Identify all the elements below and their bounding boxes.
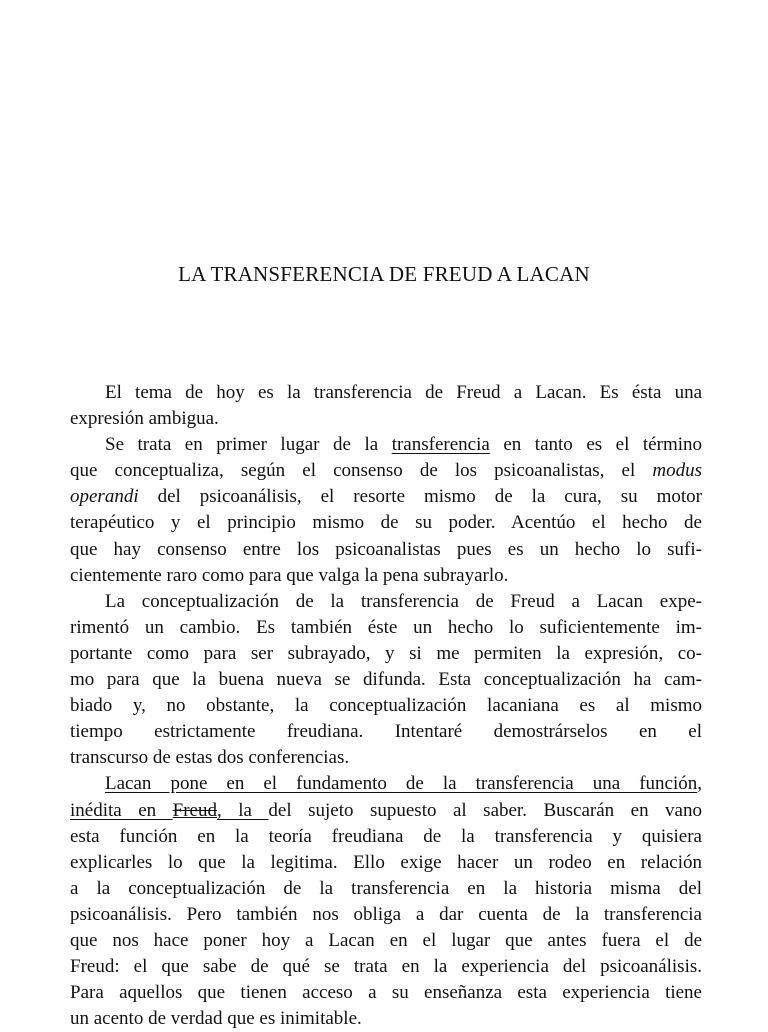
text-line: portante como para ser subrayado, y si me permiten la expresión, co- [70, 642, 702, 664]
text-line-cut-off: un acento de verdad que es inimitable. [70, 1008, 362, 1030]
text-line: cientemente raro como para que valga la pena subrayarlo. [70, 564, 509, 586]
line-segment: del psicoanálisis, el resorte mismo de la cura, su motor [138, 486, 702, 508]
underlined-phrase: Lacan pone en el fundamento de la transferencia una función [105, 773, 698, 795]
italic-term: operandi [70, 486, 139, 508]
text-line [70, 798, 702, 824]
text-line: Para aquellos que tienen acceso a su enseñanza esta experiencia tiene [70, 982, 702, 1004]
line-segment: que conceptualiza, según el consenso de los psicoanalistas, el [70, 460, 653, 482]
text-line: a la conceptualización de la transferencia en la historia misma del [70, 877, 702, 899]
text-line: La conceptualización de la transferencia de Freud a Lacan expe- [105, 590, 702, 612]
body-text [70, 380, 703, 1030]
text-line: El tema de hoy es la transferencia de Freud a Lacan. Es ésta una [105, 382, 702, 403]
text-line: que nos hace poner hoy a Lacan en el lugar que antes fuera el de [70, 929, 702, 951]
line-segment: , [697, 773, 702, 795]
text-line: tiempo estrictamente freudiana. Intentaré demostrárselos en el [70, 721, 702, 743]
text-line: explicarles lo que la legitima. Ello exige hacer un rodeo en relación [70, 851, 702, 873]
text-line: transcurso de estas dos conferencias. [70, 747, 350, 769]
line-segment: del sujeto supuesto al saber. Buscarán en vano [268, 799, 702, 821]
text-line: terapéutico y el principio mismo de su poder. Acentúo el hecho de [70, 512, 702, 534]
text-line: rimentó un cambio. Es también éste un hecho lo suficientemente im- [70, 616, 702, 638]
text-line [70, 484, 702, 510]
text-line: biado y, no obstante, la conceptualización lacaniana es al mismo [70, 695, 702, 717]
text-line [70, 458, 702, 484]
underlined-phrase: inédita en [70, 799, 173, 821]
text-line [70, 771, 702, 797]
text-line: mo para que la buena nueva se difunda. Esta conceptualización ha cam- [70, 669, 702, 691]
underlined-word: transferencia [391, 434, 490, 456]
page-title: LA TRANSFERENCIA DE FREUD A LACAN [178, 262, 590, 286]
text-line: que hay consenso entre los psicoanalistas pues es un hecho lo sufi- [70, 538, 702, 560]
line-segment: Se trata en primer lugar de la [105, 434, 392, 456]
underlined-phrase: , la [216, 799, 269, 821]
text-line: expresión ambigua. [70, 408, 219, 430]
italic-term: modus [652, 460, 702, 482]
text-line [70, 432, 702, 458]
line-segment: en tanto es el término [489, 434, 703, 456]
text-line: Freud: el que sabe de qué se trata en la experiencia del psicoanálisis. [70, 956, 702, 978]
text-line: psicoanálisis. Pero también nos obliga a dar cuenta de la transferencia [70, 903, 702, 925]
text-line: esta función en la teoría freudiana de la transferencia y quisiera [70, 825, 702, 847]
struck-word: Freud [172, 799, 217, 821]
